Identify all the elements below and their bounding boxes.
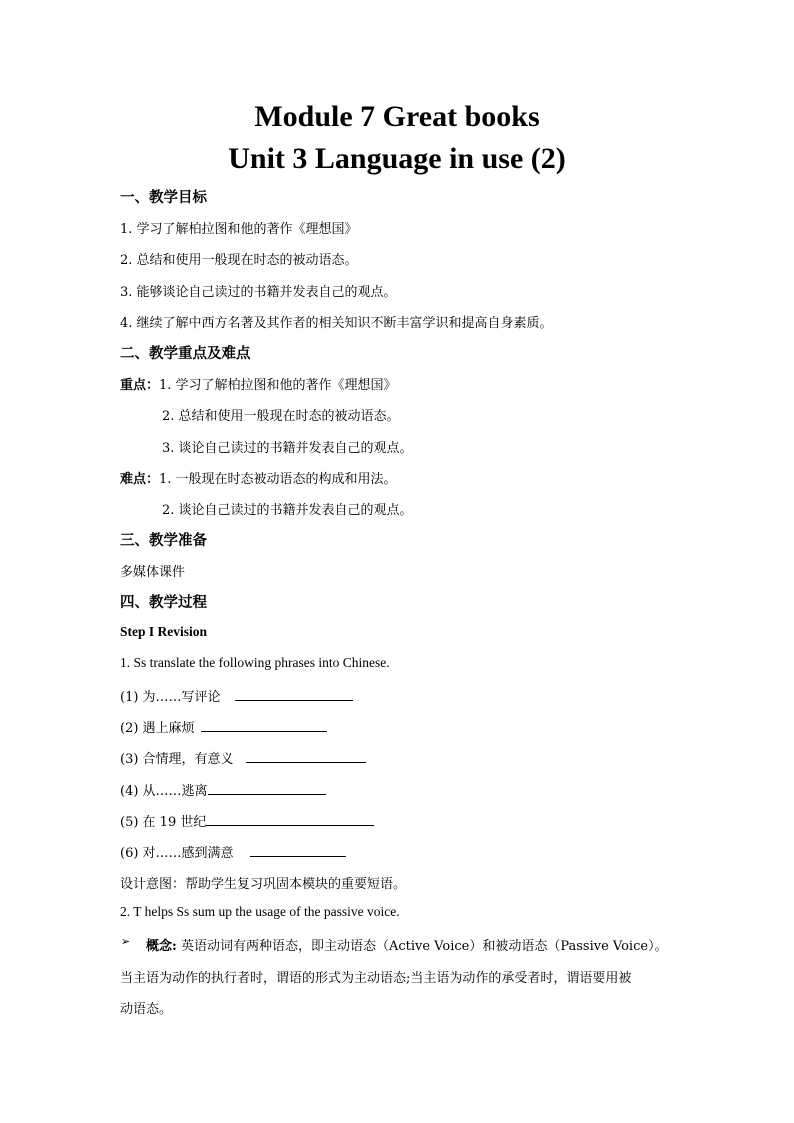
concept-text: 当主语为动作的执行者时，谓语的形式为主动语态;当主语为动作的承受者时，谓语要用被 (120, 971, 632, 986)
step-title: Step I Revision (120, 624, 208, 639)
focus-item: 2. 总结和使用一般现在时态的被动语态。 (162, 409, 400, 424)
phrase-item (120, 842, 346, 861)
answer-blank (208, 782, 326, 795)
phrase-item (120, 717, 327, 736)
focus-item: 1. 学习了解柏拉图和他的著作《理想国》 (159, 378, 397, 393)
difficulty-item: 2. 谈论自己读过的书籍并发表自己的观点。 (162, 503, 413, 518)
design-intent: 设计意图：帮助学生复习巩固本模块的重要短语。 (120, 877, 407, 892)
module-title: Module 7 Great books (254, 100, 540, 133)
difficulty-item: 1. 一般现在时态被动语态的构成和用法。 (159, 472, 397, 487)
unit-title: Unit 3 Language in use (2) (228, 142, 566, 175)
objectives-heading: 一、教学目标 (120, 189, 207, 206)
task-instruction: 1. Ss translate the following phrases into Chinese. (120, 655, 390, 670)
phrase-text: (5) 在 19 世纪 (120, 815, 207, 830)
phrase-item (120, 686, 353, 705)
preparation-text: 多媒体课件 (120, 565, 186, 580)
phrase-item (120, 780, 326, 799)
phrase-text: (1) 为……写评论 (120, 690, 221, 705)
task-instruction: 2. T helps Ss sum up the usage of the passive voice. (120, 904, 400, 919)
phrase-item (120, 811, 374, 830)
concept-text: 动语态。 (120, 1002, 173, 1017)
phrase-text: (4) 从……逃离 (120, 784, 208, 799)
arrow-bullet-icon: ➢ (121, 935, 131, 948)
phrase-text: (2) 遇上麻烦 (120, 721, 195, 736)
answer-blank (206, 813, 374, 826)
objective-item: 3. 能够谈论自己读过的书籍并发表自己的观点。 (120, 285, 397, 300)
key-points-heading: 二、教学重点及难点 (120, 345, 251, 362)
objective-item: 4. 继续了解中西方名著及其作者的相关知识不断丰富学识和提高自身素质。 (120, 316, 553, 331)
objective-item: 1. 学习了解柏拉图和他的著作《理想国》 (120, 222, 358, 237)
difficulty-label: 难点： (120, 472, 160, 487)
focus-line (120, 374, 397, 393)
focus-item: 3. 谈论自己读过的书籍并发表自己的观点。 (162, 441, 413, 456)
answer-blank (246, 750, 366, 763)
phrase-text: (3) 合情理，有意义 (120, 752, 234, 767)
concept-label: 概念: (146, 939, 177, 954)
difficulty-line (120, 468, 397, 487)
preparation-heading: 三、教学准备 (120, 532, 207, 549)
focus-label: 重点： (120, 378, 160, 393)
phrase-item (120, 748, 366, 767)
answer-blank (235, 688, 353, 701)
concept-line (146, 935, 668, 954)
answer-blank (250, 844, 346, 857)
answer-blank (201, 719, 327, 732)
phrase-text: (6) 对……感到满意 (120, 846, 234, 861)
process-heading: 四、教学过程 (120, 594, 207, 611)
concept-text: 英语动词有两种语态，即主动语态（Active Voice）和被动语态（Passive Voice）。 (180, 939, 668, 954)
objective-item: 2. 总结和使用一般现在时态的被动语态。 (120, 253, 358, 268)
